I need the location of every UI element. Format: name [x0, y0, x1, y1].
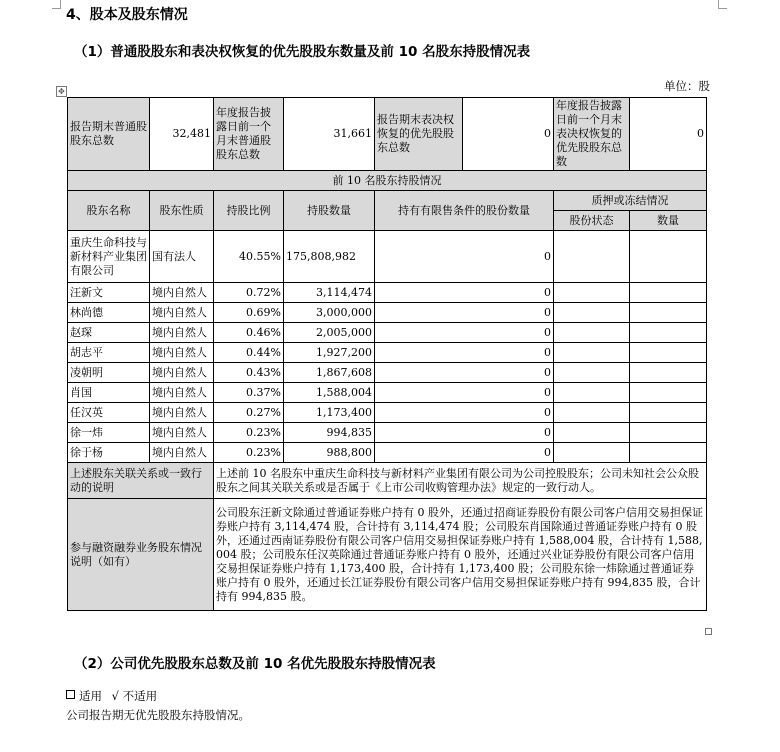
col-header-ratio: 持股比例: [214, 191, 284, 231]
relation-row: [68, 463, 707, 499]
applicable-label: 适用: [79, 689, 102, 703]
summary-value-3: 0: [463, 98, 554, 171]
pledge-quantity-cell: [630, 323, 707, 343]
shareholder-name: 肖国: [68, 383, 150, 403]
shareholder-quantity: 3,114,474: [284, 283, 375, 303]
top10-header: 前 10 名股东持股情况: [68, 171, 707, 191]
pledge-quantity-cell: [630, 443, 707, 463]
shareholder-name: 重庆生命科技与新材料产业集团有限公司: [68, 231, 150, 283]
shareholder-quantity: 1,927,200: [284, 343, 375, 363]
section-title: 4、股本及股东情况: [66, 7, 188, 23]
pledge-quantity-cell: [630, 283, 707, 303]
check-mark-icon: √: [111, 689, 119, 703]
table-resize-handle[interactable]: [705, 628, 712, 635]
column-header-row-1: [68, 191, 707, 211]
table-row: [68, 383, 707, 403]
margin-trading-row: [68, 499, 707, 611]
pledge-status-cell: [554, 231, 630, 283]
pledge-status-cell: [554, 303, 630, 323]
shareholder-restricted: 0: [375, 443, 554, 463]
shareholder-restricted: 0: [375, 383, 554, 403]
shareholder-nature: 境内自然人: [150, 303, 214, 323]
shareholder-restricted: 0: [375, 323, 554, 343]
shareholder-ratio: 0.44%: [214, 343, 284, 363]
col-header-name: 股东名称: [68, 191, 150, 231]
table-row: [68, 363, 707, 383]
pledge-quantity-cell: [630, 403, 707, 423]
shareholder-quantity: 988,800: [284, 443, 375, 463]
shareholder-restricted: 0: [375, 423, 554, 443]
col-header-pledge-status: 股份状态: [554, 211, 630, 231]
shareholder-nature: 境内自然人: [150, 283, 214, 303]
shareholder-ratio: 0.43%: [214, 363, 284, 383]
shareholder-nature: 境内自然人: [150, 443, 214, 463]
summary-value-4: 0: [630, 98, 707, 171]
table-row: [68, 443, 707, 463]
shareholder-ratio: 0.69%: [214, 303, 284, 323]
shareholder-ratio: 0.72%: [214, 283, 284, 303]
shareholder-name: 赵琛: [68, 323, 150, 343]
shareholder-quantity: 3,000,000: [284, 303, 375, 323]
shareholder-ratio: 0.23%: [214, 423, 284, 443]
table-row: [68, 423, 707, 443]
summary-row: [68, 98, 707, 171]
col-header-nature: 股东性质: [150, 191, 214, 231]
shareholder-ratio: 0.37%: [214, 383, 284, 403]
shareholder-ratio: 0.23%: [214, 443, 284, 463]
shareholder-nature: 境内自然人: [150, 423, 214, 443]
margin-label: 参与融资融券业务股东情况说明（如有）: [68, 499, 214, 611]
relation-text: 上述前 10 名股东中重庆生命科技与新材料产业集团有限公司为公司控股股东；公司未知社会公众股股东之间其关联关系或是否属于《上市公司收购管理办法》规定的一致行动人。: [214, 463, 707, 499]
shareholder-name: 胡志平: [68, 343, 150, 363]
table-row: [68, 403, 707, 423]
shareholder-ratio: 0.27%: [214, 403, 284, 423]
pledge-status-cell: [554, 403, 630, 423]
table-move-handle-icon[interactable]: ✥: [56, 86, 67, 97]
subsection-title-2: （2）公司优先股股东总数及前 10 名优先股股东持股情况表: [74, 656, 436, 672]
applicability-line: [66, 688, 157, 704]
shareholder-restricted: 0: [375, 343, 554, 363]
summary-value-2: 31,661: [284, 98, 375, 171]
shareholder-nature: 境内自然人: [150, 383, 214, 403]
preferred-share-note: 公司报告期无优先股股东持股情况。: [66, 708, 250, 722]
pledge-quantity-cell: [630, 343, 707, 363]
page-corner-mark-left: [52, 0, 61, 9]
shareholder-quantity: 994,835: [284, 423, 375, 443]
table-row: [68, 231, 707, 283]
col-header-restricted: 持有有限售条件的股份数量: [375, 191, 554, 231]
summary-label-3: 报告期末表决权恢复的优先股股东总数: [375, 98, 463, 171]
summary-label-1: 报告期末普通股股东总数: [68, 98, 150, 171]
shareholder-restricted: 0: [375, 403, 554, 423]
summary-value-1: 32,481: [150, 98, 214, 171]
col-header-pledge-group: 质押或冻结情况: [554, 191, 707, 211]
shareholder-nature: 境内自然人: [150, 323, 214, 343]
pledge-quantity-cell: [630, 303, 707, 323]
shareholder-quantity: 1,588,004: [284, 383, 375, 403]
shareholder-table: [67, 97, 707, 611]
shareholder-restricted: 0: [375, 231, 554, 283]
relation-label: 上述股东关联关系或一致行动的说明: [68, 463, 214, 499]
page-corner-mark-right: [718, 0, 727, 9]
not-applicable-label: 不适用: [122, 689, 158, 703]
shareholder-nature: 境内自然人: [150, 363, 214, 383]
pledge-quantity-cell: [630, 363, 707, 383]
applicable-checkbox[interactable]: [66, 690, 75, 699]
pledge-quantity-cell: [630, 383, 707, 403]
shareholder-ratio: 40.55%: [214, 231, 284, 283]
table-row: [68, 323, 707, 343]
shareholder-name: 林尚德: [68, 303, 150, 323]
table-row: [68, 283, 707, 303]
shareholder-nature: 境内自然人: [150, 403, 214, 423]
shareholder-quantity: 2,005,000: [284, 323, 375, 343]
shareholder-nature: 境内自然人: [150, 343, 214, 363]
pledge-status-cell: [554, 323, 630, 343]
shareholder-name: 徐于杨: [68, 443, 150, 463]
shareholder-ratio: 0.46%: [214, 323, 284, 343]
margin-text: 公司股东汪新文除通过普通证券账户持有 0 股外，还通过招商证券股份有限公司客户信用交易担保证券账户持有 3,114,474 股，合计持有 3,114,474 股；公司股东肖国除通过普通证券账户持有 0 股外，还通过西南证券股份有限公司客户信用交易担保证券账户持有 1,588,004 股，合计持有 1,588,004 股；公司股东任汉英除通过普通证券账户持有 0 股外，还通过兴业证券股份有限公司客户信用交易担保证券账户持有 1,173,400 股，合计持有 1,173,400 股；公司股东徐一炜除通过普通证券账户持有 0 股外，还通过长江证券股份有限公司客户信用交易担保证券账户持有 994,835 股，合计持有 994,835 股。: [214, 499, 707, 611]
summary-label-4: 年度报告披露日前一个月末表决权恢复的优先股股东总数: [554, 98, 630, 171]
shareholder-name: 徐一炜: [68, 423, 150, 443]
shareholder-quantity: 1,867,608: [284, 363, 375, 383]
pledge-quantity-cell: [630, 423, 707, 443]
pledge-status-cell: [554, 283, 630, 303]
shareholder-name: 任汉英: [68, 403, 150, 423]
pledge-status-cell: [554, 383, 630, 403]
col-header-pledge-quantity: 数量: [630, 211, 707, 231]
shareholder-nature: 国有法人: [150, 231, 214, 283]
top10-header-row: [68, 171, 707, 191]
pledge-status-cell: [554, 363, 630, 383]
shareholder-restricted: 0: [375, 283, 554, 303]
subsection-title-1: （1）普通股股东和表决权恢复的优先股股东数量及前 10 名股东持股情况表: [74, 44, 531, 60]
table-row: [68, 343, 707, 363]
col-header-quantity: 持股数量: [284, 191, 375, 231]
shareholder-name: 凌朝明: [68, 363, 150, 383]
shareholder-quantity: 1,173,400: [284, 403, 375, 423]
shareholder-restricted: 0: [375, 363, 554, 383]
shareholder-quantity: 175,808,982: [284, 231, 375, 283]
table-row: [68, 303, 707, 323]
shareholder-name: 汪新文: [68, 283, 150, 303]
unit-label: 单位：股: [664, 79, 710, 93]
pledge-status-cell: [554, 443, 630, 463]
summary-label-2: 年度报告披露日前一个月末普通股股东总数: [214, 98, 284, 171]
pledge-status-cell: [554, 423, 630, 443]
pledge-status-cell: [554, 343, 630, 363]
shareholder-restricted: 0: [375, 303, 554, 323]
pledge-quantity-cell: [630, 231, 707, 283]
